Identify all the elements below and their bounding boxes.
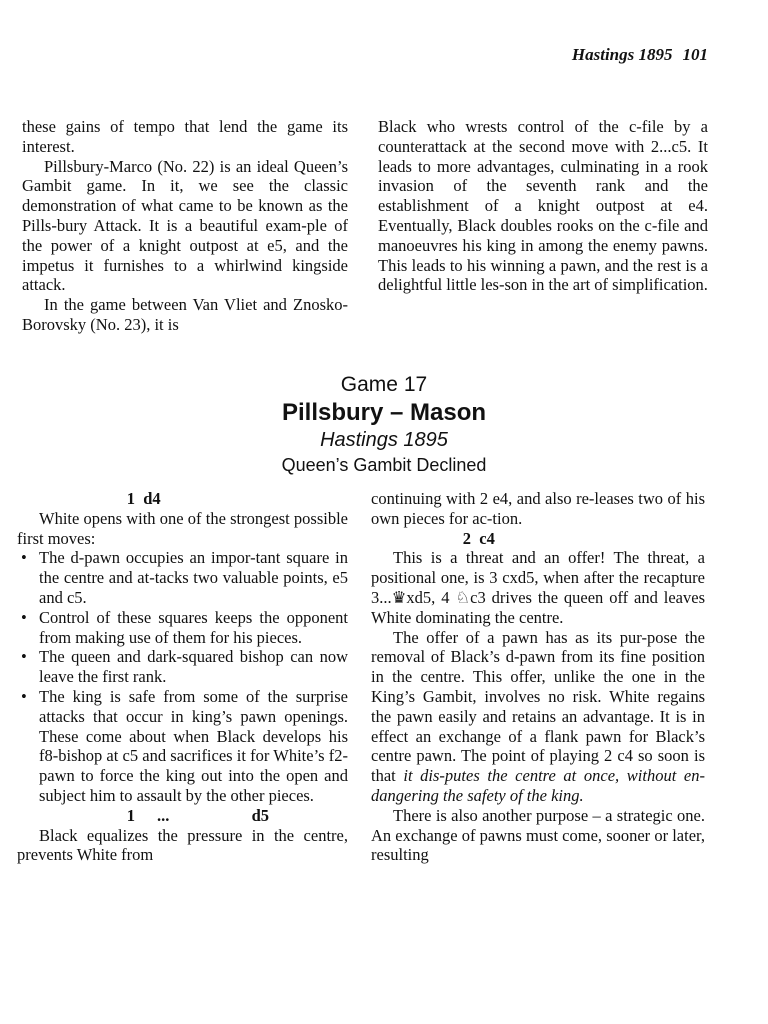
bottom-right-column: [371, 489, 705, 865]
move-text: c4: [479, 528, 495, 548]
text-run: c3 drives the queen off and leaves White dominating the centre.: [371, 587, 706, 627]
list-item: • The queen and dark-squared bishop can now leave the first rank.: [17, 647, 348, 687]
list-item: • The king is safe from some of the surprise attacks that occur in king’s pawn openings. These come about when Black develops his f8-bishop at c5 and sacrifices it for White’s f2-pawn to force the king out into the open and subject him to assault by the other pieces.: [17, 687, 348, 806]
paragraph: [371, 548, 705, 627]
italic-text-run: it dis-putes the centre at once, without en-dangering the safety of the king.: [371, 766, 705, 805]
bottom-left-column: [17, 489, 348, 865]
paragraph: Pillsbury-Marco (No. 22) is an ideal Queen’s Gambit game. In it, we see the classic demonstration of what came to be known as the Pills-bury Attack. It is a beautiful exam-ple of the power of a knight outpost at e5, and the impetus it furnishes to a whirlwind kingside attack.: [22, 156, 348, 295]
text-run: This is a threat and an offer! The threat, a positional one, is 3 cxd5, when after the recapture 3...: [371, 548, 705, 607]
page-number: 101: [682, 45, 708, 64]
game-players: Pillsbury – Mason: [281, 399, 487, 426]
move-number: 1: [126, 805, 135, 825]
move-line: [17, 806, 348, 826]
game-heading: [0, 372, 768, 477]
knight-icon: ♘: [455, 587, 471, 607]
paragraph: White opens with one of the strongest possible first moves:: [17, 508, 348, 548]
move-text: d5: [251, 805, 269, 825]
game-opening: Queen’s Gambit Declined: [281, 455, 487, 475]
game-event: Hastings 1895: [320, 429, 448, 451]
text-run: xd5, 4: [406, 587, 456, 607]
queen-icon: ♛: [391, 587, 407, 607]
move-line: [17, 489, 348, 509]
paragraph: There is also another purpose – a strategic one. An exchange of pawns must come, sooner or later, resulting: [371, 805, 705, 865]
running-head: [572, 45, 708, 65]
running-title: Hastings 1895: [571, 45, 673, 64]
paragraph: continuing with 2 e4, and also re-leases two of his own pieces for ac-tion.: [371, 489, 705, 528]
move-text: d4: [143, 489, 161, 508]
move-number: 2: [462, 528, 471, 548]
paragraph: In the game between Van Vliet and Znosko-Borovsky (No. 23), it is: [22, 295, 348, 334]
top-right-column: [378, 117, 708, 295]
move-line: [371, 529, 705, 549]
paragraph: these gains of tempo that lend the game its interest.: [22, 117, 348, 156]
paragraph: [371, 628, 705, 806]
paragraph: Black equalizes the pressure in the centre, prevents White from: [17, 825, 348, 865]
paragraph: Black who wrests control of the c-file by a counterattack at the second move with 2...c5. It leads to more advantages, culminating in a rook invasion of the seventh rank and the establishment of a knight outpost at e4. Eventually, Black doubles rooks on the c-file and manoeuvres his king in among the enemy pawns. This leads to his winning a pawn, and the rest is a delightful little les-son in the art of simplification.: [378, 117, 708, 295]
top-left-column: [22, 117, 348, 335]
text-run: The offer of a pawn has as its pur-pose the removal of Black’s d-pawn from its fine position in the centre. This offer, unlike the one in the King’s Gambit, involves no risk. White regains the pawn easily and retains an advantage. It is in effect an exchange of a flank pawn for Black’s centre pawn. The point of playing 2 c4 so soon is that: [371, 627, 705, 786]
list-item: • Control of these squares keeps the opponent from making use of them for his pieces.: [17, 608, 348, 648]
game-number: Game 17: [340, 373, 428, 396]
list-item: • The d-pawn occupies an impor-tant square in the centre and at-tacks two valuable points, e5 and c5.: [17, 548, 348, 607]
bullet-list: [17, 548, 348, 805]
move-dots: ...: [157, 805, 170, 825]
move-number: 1: [126, 489, 135, 508]
